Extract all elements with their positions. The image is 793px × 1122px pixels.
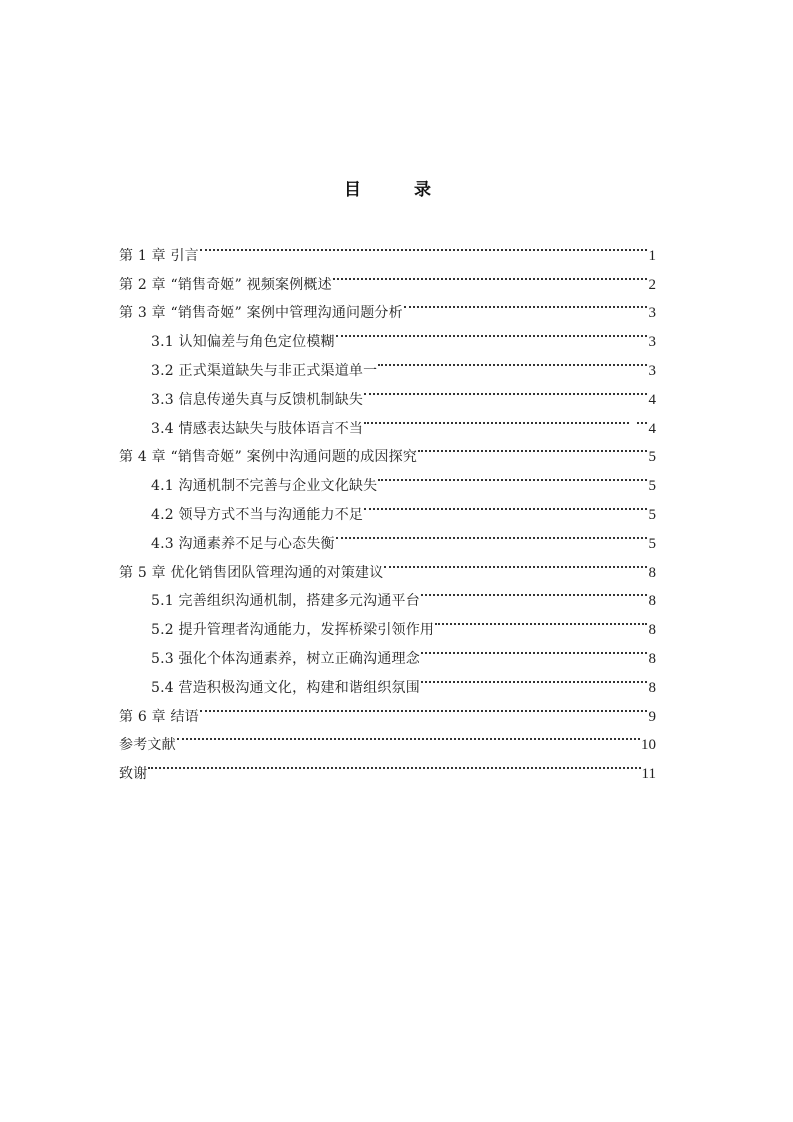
dot-leader bbox=[364, 490, 647, 519]
toc-entry-ch2[interactable] bbox=[119, 260, 656, 293]
toc-entry-page: 5 bbox=[648, 478, 656, 495]
toc-entry-label: 3.3 信息传递失真与反馈机制缺失 bbox=[151, 391, 364, 408]
toc-entry-page: 8 bbox=[648, 564, 656, 581]
toc-entry-label: 5.3 强化个体沟通素养，树立正确沟通理念 bbox=[151, 650, 420, 667]
toc-entry-label: 参考文献 bbox=[119, 737, 176, 754]
toc-entry-label: 第 5 章 优化销售团队管理沟通的对策建议 bbox=[119, 564, 384, 581]
toc-entry-page: 4 bbox=[648, 420, 656, 437]
toc-entry-references[interactable] bbox=[119, 721, 656, 754]
toc-entry-ch6[interactable] bbox=[119, 692, 656, 725]
toc-entry-label: 第 6 章 结语 bbox=[119, 708, 199, 725]
dot-leader bbox=[421, 663, 647, 692]
toc-entry-page: 9 bbox=[648, 708, 656, 725]
dot-leader bbox=[148, 749, 640, 778]
toc-entry-label: 5.4 营造积极沟通文化，构建和谐组织氛围 bbox=[151, 679, 420, 696]
toc-entry-label: 第 2 章 “销售奇姬” 视频案例概述 bbox=[119, 276, 332, 293]
toc-entry-acknowledgements[interactable] bbox=[119, 749, 656, 783]
toc-entry-page: 3 bbox=[648, 334, 656, 351]
toc-entry-page: 11 bbox=[641, 766, 656, 783]
toc-entry-label: 3.2 正式渠道缺失与非正式渠道单一 bbox=[151, 362, 378, 379]
dot-leader bbox=[333, 260, 647, 289]
dot-leader bbox=[364, 375, 647, 404]
toc-entry-page: 3 bbox=[648, 362, 656, 379]
dot-leader bbox=[177, 721, 640, 750]
toc-entry-page: 5 bbox=[648, 506, 656, 523]
toc-entry-label: 第 4 章 “销售奇姬” 案例中沟通问题的成因探究 bbox=[119, 449, 418, 466]
toc-entry-label: 5.2 提升管理者沟通能力，发挥桥梁引领作用 bbox=[151, 622, 435, 639]
toc-entry-page: 8 bbox=[648, 650, 656, 667]
dot-leader bbox=[336, 519, 647, 548]
toc-entry-page: 10 bbox=[641, 737, 656, 754]
dot-leader bbox=[200, 231, 647, 260]
toc-entry-ch1[interactable] bbox=[119, 231, 656, 264]
toc-entry-label: 3.4 情感表达缺失与肢体语言不当 bbox=[151, 420, 364, 437]
toc-entry-page: 8 bbox=[648, 679, 656, 696]
dot-leader bbox=[378, 461, 647, 490]
dot-leader bbox=[200, 692, 647, 721]
dot-leader bbox=[336, 317, 647, 346]
toc-entry-page: 8 bbox=[648, 593, 656, 610]
dot-leader bbox=[435, 605, 647, 634]
toc-entry-label: 4.3 沟通素养不足与心态失衡 bbox=[151, 535, 335, 552]
toc-entry-page: 2 bbox=[648, 276, 656, 293]
toc-title: 目 录 bbox=[344, 180, 449, 200]
table-of-contents bbox=[119, 231, 656, 783]
dot-leader bbox=[364, 404, 647, 433]
toc-entry-label: 5.1 完善组织沟通机制，搭建多元沟通平台 bbox=[151, 593, 420, 610]
toc-entry-page: 5 bbox=[648, 535, 656, 552]
toc-entry-page: 8 bbox=[648, 622, 656, 639]
toc-entry-label: 第 3 章 “销售奇姬” 案例中管理沟通问题分析 bbox=[119, 305, 403, 322]
dot-leader bbox=[378, 346, 647, 375]
dot-leader bbox=[404, 289, 647, 318]
toc-entry-label: 4.1 沟通机制不完善与企业文化缺失 bbox=[151, 478, 378, 495]
toc-entry-label: 致谢 bbox=[119, 766, 148, 783]
toc-entry-label: 3.1 认知偏差与角色定位模糊 bbox=[151, 334, 335, 351]
toc-entry-page: 1 bbox=[648, 247, 656, 264]
dot-leader bbox=[418, 433, 647, 462]
dot-leader bbox=[421, 634, 647, 663]
dot-leader bbox=[421, 577, 647, 606]
toc-entry-page: 4 bbox=[648, 391, 656, 408]
toc-entry-page: 5 bbox=[648, 449, 656, 466]
toc-entry-label: 4.2 领导方式不当与沟通能力不足 bbox=[151, 506, 364, 523]
toc-entry-page: 3 bbox=[648, 305, 656, 322]
dot-leader bbox=[384, 548, 647, 577]
toc-entry-label: 第 1 章 引言 bbox=[119, 247, 199, 264]
